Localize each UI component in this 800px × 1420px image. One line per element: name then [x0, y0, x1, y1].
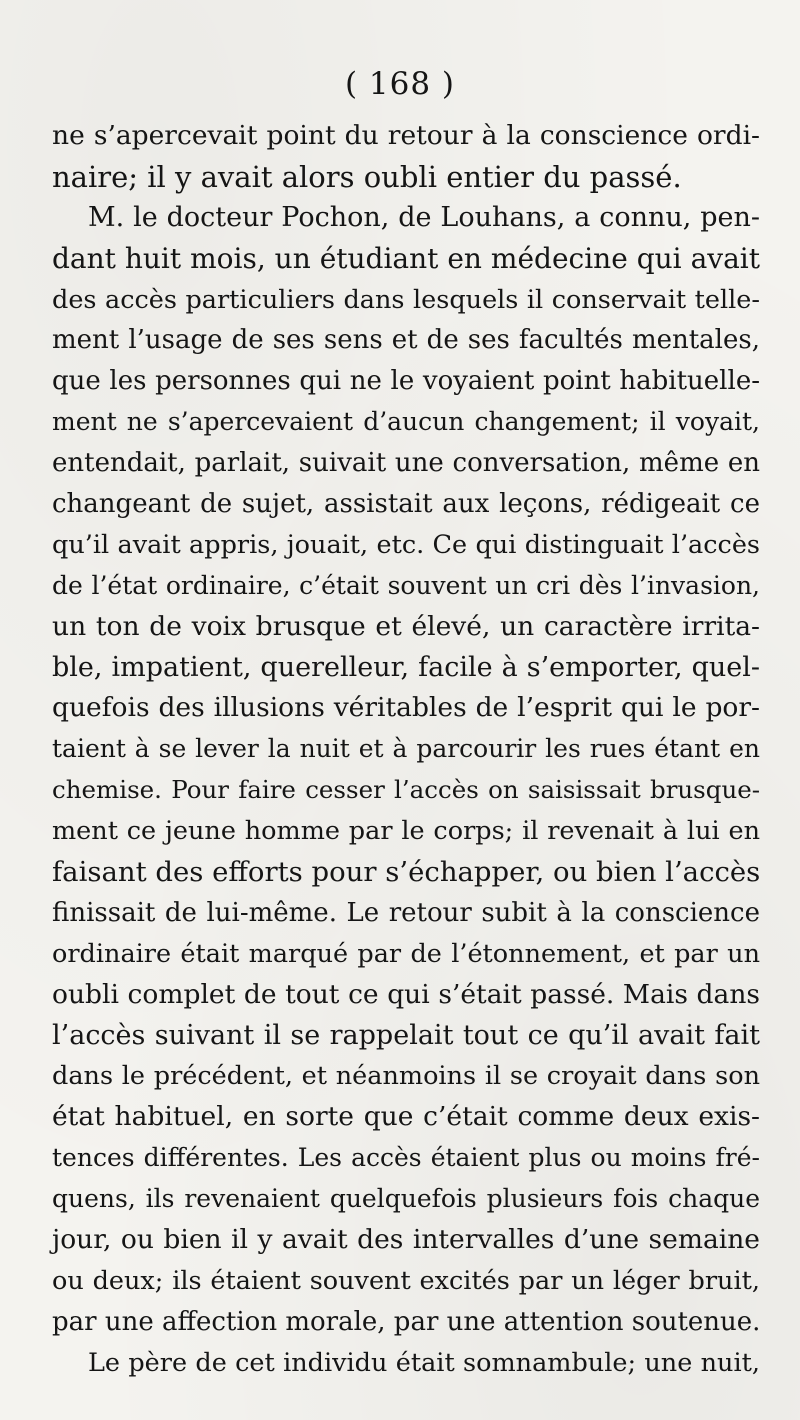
text-line: finissait de lui-même. Le retour subit à la conscience: [52, 897, 760, 928]
text-line: un ton de voix brusque et élevé, un caractère irrita-: [52, 610, 760, 642]
text-line: tences différentes. Les accès étaient plus ou moins fré-: [52, 1143, 760, 1173]
text-line: ment l’usage de ses sens et de ses facultés mentales,: [52, 325, 760, 356]
text-line: que les personnes qui ne le voyaient point habituelle-: [52, 366, 760, 397]
text-line: des accès particuliers dans lesquels il conservait telle-: [52, 284, 760, 315]
text-line: ordinaire était marqué par de l’étonnement, et par un: [52, 938, 760, 969]
text-line: dans le précédent, et néanmoins il se croyait dans son: [52, 1061, 760, 1092]
text-line: quefois des illusions véritables de l’esprit qui le por-: [52, 692, 760, 724]
text-line: entendait, parlait, suivait une conversation, même en: [52, 448, 760, 479]
text-line: ou deux; ils étaient souvent excités par un léger bruit,: [52, 1265, 760, 1296]
text-line: dant huit mois, un étudiant en médecine qui avait: [52, 241, 760, 275]
text-line: par une affection morale, par une attention soutenue.: [52, 1306, 761, 1337]
text-line: ment ne s’apercevaient d’aucun changement; il voyait,: [52, 407, 760, 437]
text-line: qu’il avait appris, jouait, etc. Ce qui distinguait l’accès: [52, 529, 760, 560]
text-line: quens, ils revenaient quelquefois plusieurs fois chaque: [52, 1184, 760, 1214]
text-line: état habituel, en sorte que c’était comme deux exis-: [52, 1101, 760, 1133]
text-line: ne s’apercevait point du retour à la conscience ordi-: [52, 120, 760, 151]
text-line: changeant de sujet, assistait aux leçons, rédigeait ce: [52, 489, 760, 520]
text-line: oubli complet de tout ce qui s’était passé. Mais dans: [52, 978, 760, 1010]
text-line: faisant des efforts pour s’échapper, ou bien l’accès: [52, 856, 761, 889]
text-line: Le père de cet individu était somnambule; une nuit,: [88, 1347, 760, 1378]
text-line: taient à se lever la nuit et à parcourir les rues étant en: [52, 734, 760, 764]
text-line: de l’état ordinaire, c’était souvent un cri dès l’invasion,: [52, 570, 760, 600]
text-line: jour, ou bien il y avait des intervalles d’une semaine: [52, 1224, 760, 1256]
body-text: [52, 116, 760, 1384]
text-line: l’accès suivant il se rappelait tout ce qu’il avait fait: [52, 1019, 760, 1051]
text-line: chemise. Pour faire cesser l’accès on saisissait brusque-: [52, 775, 760, 805]
text-line: naire; il y avait alors oubli entier du passé.: [52, 159, 682, 194]
text-line: ble, impatient, querelleur, facile à s’emporter, quel-: [52, 651, 760, 683]
text-line: ment ce jeune homme par le corps; il revenait à lui en: [52, 816, 760, 847]
text-line: M. le docteur Pochon, de Louhans, a connu, pen-: [88, 201, 760, 233]
page-number: ( 168 ): [344, 66, 456, 102]
